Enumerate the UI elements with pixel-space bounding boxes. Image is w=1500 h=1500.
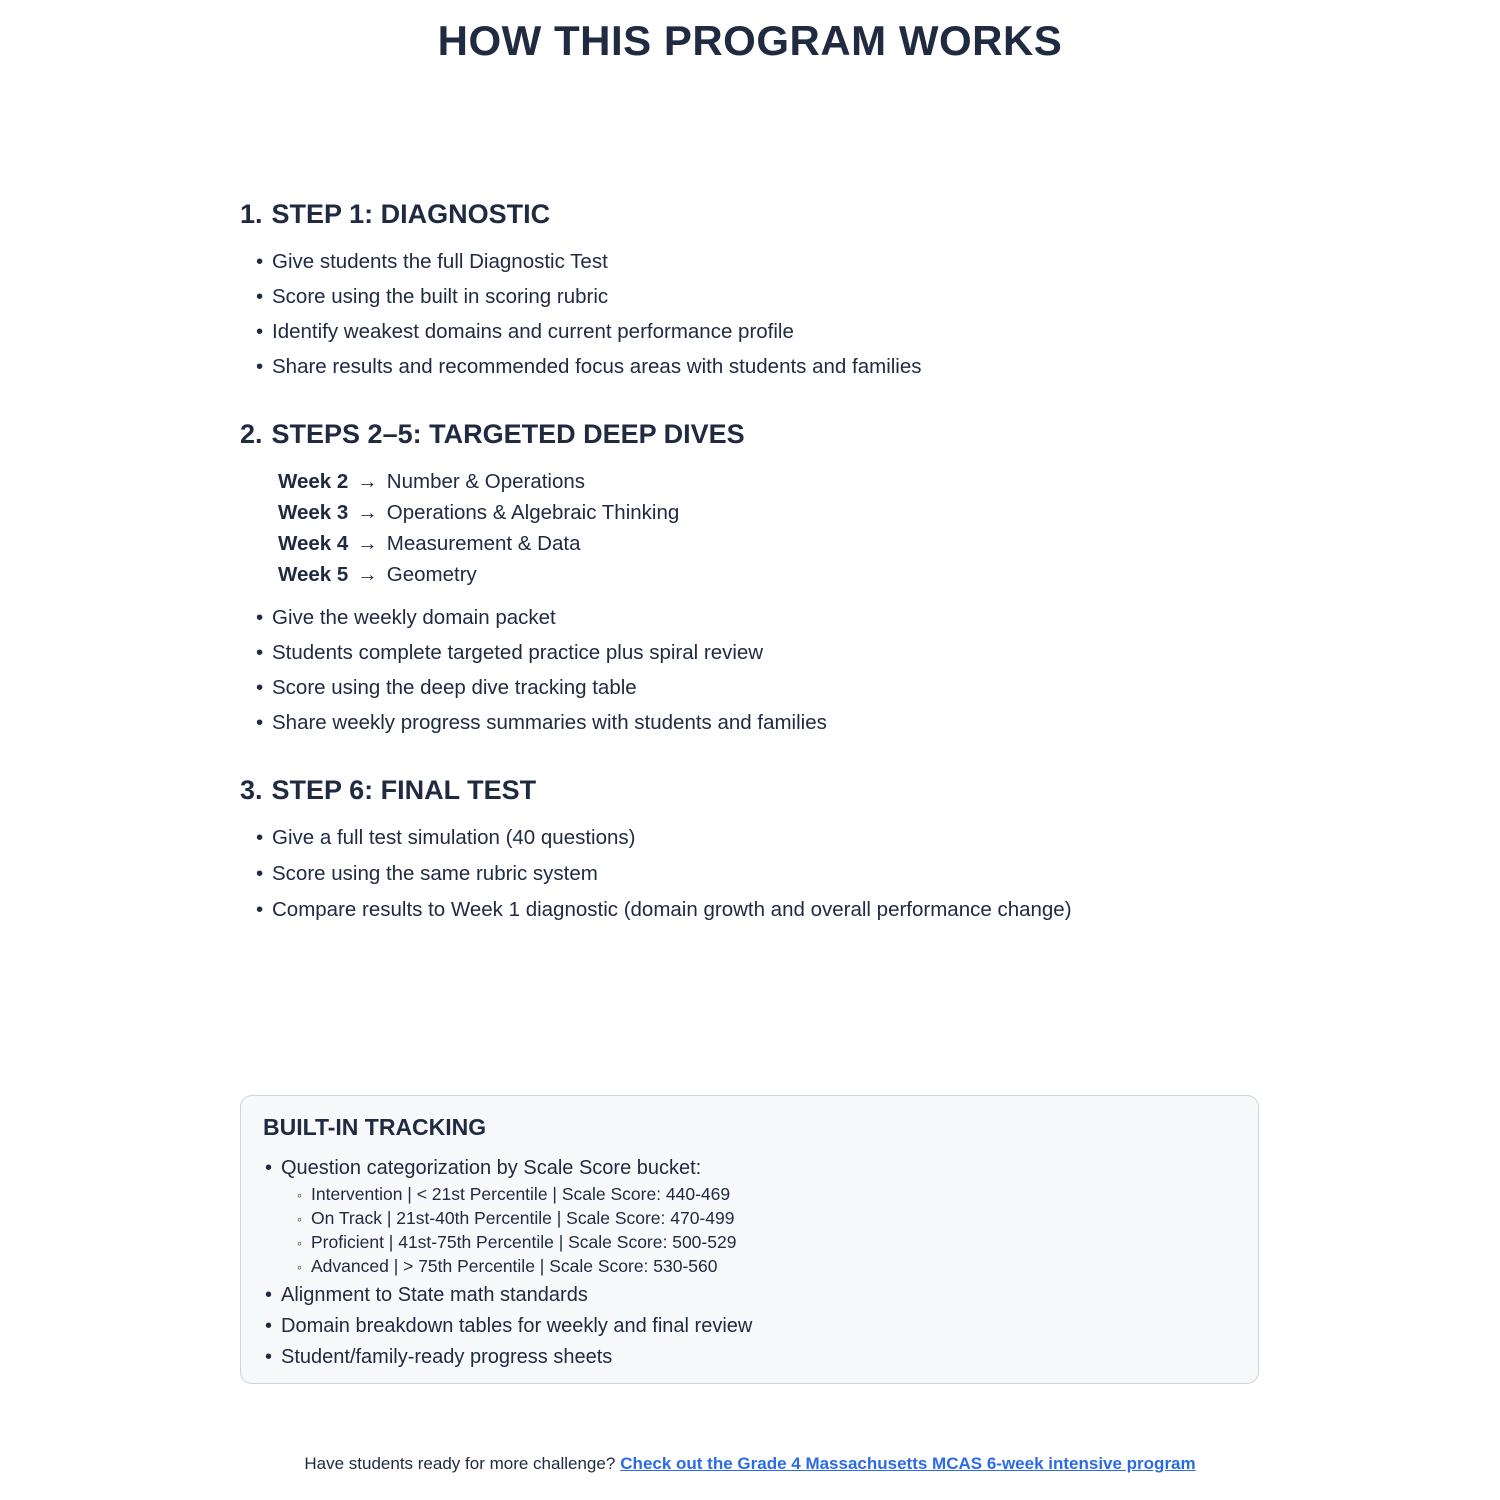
bullet-icon: •: [256, 898, 264, 921]
list-item-text: Students complete targeted practice plus spiral review: [272, 641, 764, 664]
list-item-text: Domain breakdown tables for weekly and final review: [281, 1315, 753, 1337]
bullet-icon: •: [256, 862, 264, 885]
list-item-text: On Track | 21st-40th Percentile | Scale Score: 470-499: [311, 1208, 735, 1228]
list-item-text: Identify weakest domains and current performance profile: [272, 320, 794, 343]
bullet-icon: •: [265, 1157, 273, 1179]
week-label: Week 4: [278, 532, 349, 555]
week-mapping-row: [278, 559, 1270, 590]
list-item-text: Score using the same rubric system: [272, 862, 598, 885]
list-item: [291, 1183, 1236, 1207]
section-heading: [240, 198, 1270, 230]
section-title: STEP 1: DIAGNOSTIC: [271, 199, 551, 229]
bullet-icon: •: [256, 826, 264, 849]
list-item: [240, 600, 1270, 635]
list-item: [263, 1311, 1236, 1341]
section-number: 3.: [240, 775, 263, 805]
list-item: [263, 1153, 1236, 1279]
bullet-list: [240, 600, 1270, 740]
list-item: [240, 705, 1270, 740]
week-topic: Geometry: [386, 563, 477, 586]
list-item: [240, 279, 1270, 314]
week-label: Week 2: [278, 470, 349, 493]
page-title: HOW THIS PROGRAM WORKS: [437, 17, 1063, 64]
bullet-icon: •: [265, 1284, 273, 1306]
list-item-text: Give students the full Diagnostic Test: [272, 250, 608, 273]
week-mapping-row: [278, 528, 1270, 559]
list-item: [240, 635, 1270, 670]
list-item-text: Share results and recommended focus areas with students and families: [272, 355, 922, 378]
section-title: STEPS 2–5: TARGETED DEEP DIVES: [271, 419, 745, 449]
list-item-text: Score using the deep dive tracking table: [272, 676, 637, 699]
sub-bullet-icon: ◦: [297, 1235, 302, 1251]
bullet-icon: •: [256, 320, 264, 343]
list-item: [240, 244, 1270, 279]
bullet-icon: •: [265, 1315, 273, 1337]
week-label: Week 3: [278, 501, 349, 524]
scale-score-bucket-list: [263, 1183, 1236, 1279]
list-item: [240, 856, 1270, 892]
list-item: [291, 1207, 1236, 1231]
section-title: STEP 6: FINAL TEST: [271, 775, 537, 805]
list-item: [240, 892, 1270, 928]
section-step-6-final-test: [240, 774, 1270, 928]
list-item: [263, 1342, 1236, 1372]
list-item-text: Proficient | 41st-75th Percentile | Scale Score: 500-529: [311, 1232, 737, 1252]
footer: [0, 1452, 1500, 1476]
week-topic: Operations & Algebraic Thinking: [386, 501, 680, 524]
section-steps-2-5-deep-dives: [240, 418, 1270, 740]
list-item-text: Intervention | < 21st Percentile | Scale Score: 440-469: [311, 1184, 731, 1204]
list-item-text: Compare results to Week 1 diagnostic (domain growth and overall performance change): [272, 898, 1072, 921]
week-mapping-list: [278, 466, 1270, 590]
list-item-text: Advanced | > 75th Percentile | Scale Score: 530-560: [311, 1256, 718, 1276]
bullet-list: [240, 820, 1270, 928]
list-item-text: Give a full test simulation (40 questions): [272, 826, 636, 849]
week-mapping-row: [278, 466, 1270, 497]
sub-bullet-icon: ◦: [297, 1187, 302, 1203]
bullet-icon: •: [256, 606, 264, 629]
tracking-bullet-list: [263, 1153, 1236, 1372]
bullet-icon: •: [256, 676, 264, 699]
list-item: [291, 1231, 1236, 1255]
tracking-box-heading: BUILT-IN TRACKING: [263, 1114, 487, 1140]
week-mapping-row: [278, 497, 1270, 528]
list-item: [240, 314, 1270, 349]
list-item-text: Student/family-ready progress sheets: [281, 1346, 613, 1368]
section-number: 2.: [240, 419, 263, 449]
bullet-icon: •: [256, 711, 264, 734]
list-item-text: Share weekly progress summaries with students and families: [272, 711, 827, 734]
built-in-tracking-box: [240, 1095, 1259, 1384]
list-item: [240, 349, 1270, 384]
section-heading: [240, 418, 1270, 450]
footer-prefix-text: Have students ready for more challenge?: [304, 1454, 616, 1473]
bullet-icon: •: [256, 285, 264, 308]
list-item: [240, 820, 1270, 856]
right-arrow-icon: →: [357, 532, 378, 555]
week-topic: Number & Operations: [386, 470, 586, 493]
list-item-text: Alignment to State math standards: [281, 1284, 588, 1306]
list-item-text: Give the weekly domain packet: [272, 606, 556, 629]
list-item-text: Question categorization by Scale Score bucket:: [281, 1157, 702, 1179]
section-number: 1.: [240, 199, 263, 229]
list-item-text: Score using the built in scoring rubric: [272, 285, 609, 308]
sub-bullet-icon: ◦: [297, 1259, 302, 1275]
section-step-1-diagnostic: [240, 198, 1270, 384]
right-arrow-icon: →: [357, 501, 378, 524]
list-item: [263, 1280, 1236, 1310]
bullet-icon: •: [256, 355, 264, 378]
bullet-icon: •: [256, 641, 264, 664]
bullet-list: [240, 244, 1270, 384]
week-topic: Measurement & Data: [386, 532, 581, 555]
bullet-icon: •: [256, 250, 264, 273]
section-heading: [240, 774, 1270, 806]
right-arrow-icon: →: [357, 563, 378, 586]
bullet-icon: •: [265, 1346, 273, 1368]
list-item: [240, 670, 1270, 705]
sub-bullet-icon: ◦: [297, 1211, 302, 1227]
intensive-program-link[interactable]: Check out the Grade 4 Massachusetts MCAS 6-week intensive program: [620, 1454, 1196, 1473]
week-label: Week 5: [278, 563, 349, 586]
right-arrow-icon: →: [357, 470, 378, 493]
list-item: [291, 1255, 1236, 1279]
